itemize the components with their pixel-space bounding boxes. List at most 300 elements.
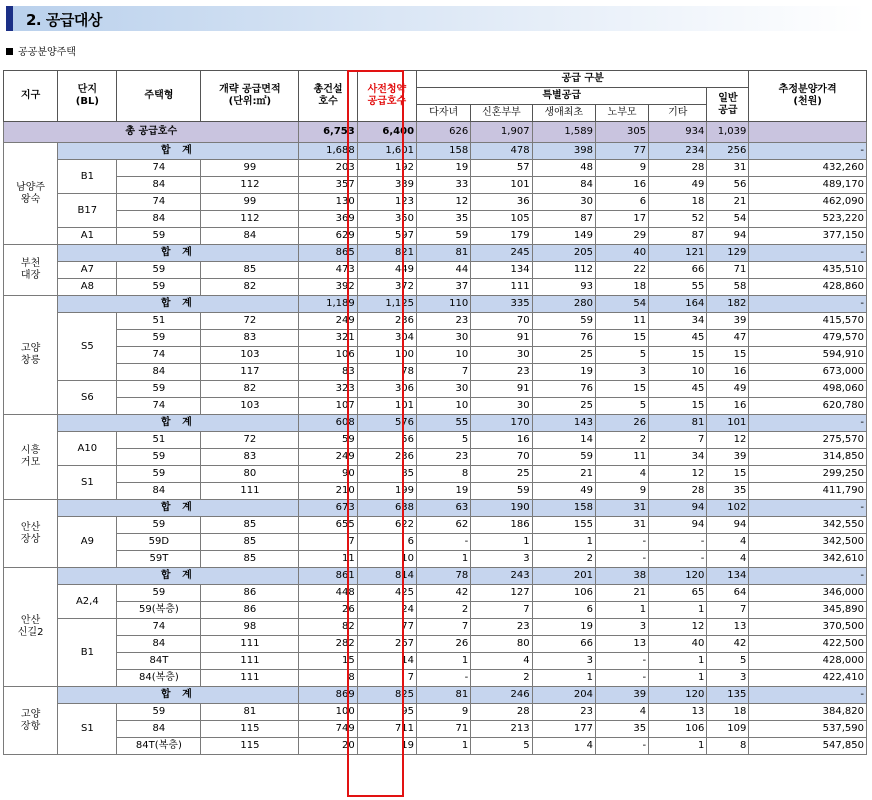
subtotal-value: 673: [299, 500, 357, 517]
header-area: 개략 공급면적 (단위:㎡): [201, 71, 299, 122]
subtotal-value: 102: [707, 500, 749, 517]
row-value: 58: [707, 279, 749, 296]
district-name: 안산 신길2: [4, 568, 58, 687]
row-value: 42: [707, 636, 749, 653]
table-row: [4, 194, 867, 211]
supply-area: 99: [201, 160, 299, 177]
housing-type: 59(복층): [117, 602, 201, 619]
row-value: 28: [471, 704, 532, 721]
row-value: 275,570: [749, 432, 867, 449]
row-value: 66: [532, 636, 595, 653]
row-value: 91: [471, 330, 532, 347]
table-row: [4, 449, 867, 466]
row-value: 31: [595, 517, 648, 534]
header-district: 지구: [4, 71, 58, 122]
row-value: 620,780: [749, 398, 867, 415]
row-value: 35: [595, 721, 648, 738]
row-value: 123: [357, 194, 416, 211]
district-name: 시흥 거모: [4, 415, 58, 500]
row-value: 1: [649, 738, 707, 755]
row-value: 4: [595, 704, 648, 721]
housing-type: 84T(복층): [117, 738, 201, 755]
subtotal-value: 110: [417, 296, 471, 313]
row-value: 107: [299, 398, 357, 415]
row-value: 5: [707, 653, 749, 670]
housing-type: 59: [117, 585, 201, 602]
header-general: 일반 공급: [707, 88, 749, 122]
row-value: 323: [299, 381, 357, 398]
total-value: 626: [417, 122, 471, 143]
row-value: 357: [299, 177, 357, 194]
row-value: 30: [417, 330, 471, 347]
housing-type: 59: [117, 517, 201, 534]
subtotal-value: 234: [649, 143, 707, 160]
row-value: 177: [532, 721, 595, 738]
subtitle-text: 공공분양주택: [18, 47, 76, 58]
subtotal-value: 135: [707, 687, 749, 704]
subtotal-value: -: [749, 245, 867, 262]
header-complex: 단지 (BL): [58, 71, 117, 122]
row-value: 339: [357, 177, 416, 194]
row-value: 35: [417, 211, 471, 228]
row-value: 66: [649, 262, 707, 279]
subtotal-value: 120: [649, 568, 707, 585]
row-value: 9: [595, 483, 648, 500]
row-value: 49: [707, 381, 749, 398]
housing-type: 84T: [117, 653, 201, 670]
subtotal-value: -: [749, 415, 867, 432]
row-value: 94: [649, 517, 707, 534]
supply-area: 103: [201, 347, 299, 364]
row-value: 249: [299, 449, 357, 466]
header-pre-subscription: 사전청약 공급호수: [357, 71, 416, 122]
row-value: 31: [707, 160, 749, 177]
row-value: 8: [299, 670, 357, 687]
subtotal-value: 1,125: [357, 296, 416, 313]
subtotal-value: 869: [299, 687, 357, 704]
complex-code: B1: [58, 619, 117, 687]
housing-type: 59: [117, 262, 201, 279]
table-row: [4, 347, 867, 364]
housing-type: 59: [117, 381, 201, 398]
row-value: 13: [707, 619, 749, 636]
row-value: 711: [357, 721, 416, 738]
row-value: 411,790: [749, 483, 867, 500]
district-name: 안산 장상: [4, 500, 58, 568]
row-value: 345,890: [749, 602, 867, 619]
table-row: [4, 738, 867, 755]
row-value: 422,410: [749, 670, 867, 687]
supply-area: 81: [201, 704, 299, 721]
row-value: 15: [595, 381, 648, 398]
subtotal-value: 608: [299, 415, 357, 432]
row-value: 94: [707, 228, 749, 245]
row-value: 199: [357, 483, 416, 500]
row-value: 134: [471, 262, 532, 279]
row-value: 321: [299, 330, 357, 347]
row-value: 489,170: [749, 177, 867, 194]
row-value: 25: [471, 466, 532, 483]
subtotal-value: 129: [707, 245, 749, 262]
complex-code: A10: [58, 432, 117, 466]
row-value: 186: [471, 517, 532, 534]
subtotal-value: 31: [595, 500, 648, 517]
table-row: [4, 313, 867, 330]
row-value: 13: [649, 704, 707, 721]
row-value: 48: [532, 160, 595, 177]
row-value: 56: [357, 432, 416, 449]
housing-type: 84: [117, 211, 201, 228]
row-value: 23: [532, 704, 595, 721]
subtotal-value: 245: [471, 245, 532, 262]
subtotal-label: 합 계: [58, 687, 299, 704]
row-value: 87: [649, 228, 707, 245]
total-value: [749, 122, 867, 143]
row-value: 19: [417, 160, 471, 177]
housing-type: 84: [117, 364, 201, 381]
row-value: 2: [471, 670, 532, 687]
row-value: 54: [707, 211, 749, 228]
row-value: 149: [532, 228, 595, 245]
row-value: 203: [299, 160, 357, 177]
complex-code: B1: [58, 160, 117, 194]
row-value: 71: [707, 262, 749, 279]
row-value: 304: [357, 330, 416, 347]
subtotal-value: 243: [471, 568, 532, 585]
row-value: 155: [532, 517, 595, 534]
table-row: [4, 483, 867, 500]
total-value: 1,039: [707, 122, 749, 143]
header-price: 추정분양가격 (천원): [749, 71, 867, 122]
subtotal-value: 121: [649, 245, 707, 262]
complex-code: A2,4: [58, 585, 117, 619]
row-value: 1: [417, 738, 471, 755]
row-value: 594,910: [749, 347, 867, 364]
subtotal-value: 1,601: [357, 143, 416, 160]
row-value: 425: [357, 585, 416, 602]
table-row: [4, 177, 867, 194]
row-value: 428,860: [749, 279, 867, 296]
row-value: 473: [299, 262, 357, 279]
table-row: [4, 211, 867, 228]
row-value: 673,000: [749, 364, 867, 381]
subtotal-value: -: [749, 296, 867, 313]
supply-area: 117: [201, 364, 299, 381]
table-row: [4, 432, 867, 449]
subtotal-value: -: [749, 143, 867, 160]
row-value: 21: [595, 585, 648, 602]
row-value: 78: [357, 364, 416, 381]
row-value: 314,850: [749, 449, 867, 466]
row-value: 1: [417, 653, 471, 670]
row-value: 12: [649, 619, 707, 636]
row-value: 5: [595, 398, 648, 415]
row-value: -: [417, 670, 471, 687]
subtotal-label: 합 계: [58, 143, 299, 160]
row-value: 59: [299, 432, 357, 449]
housing-type: 74: [117, 398, 201, 415]
row-value: 30: [471, 347, 532, 364]
row-value: 7: [417, 364, 471, 381]
row-value: 2: [532, 551, 595, 568]
row-value: 90: [299, 466, 357, 483]
row-value: 28: [649, 483, 707, 500]
total-value: 1,589: [532, 122, 595, 143]
table-row: [4, 279, 867, 296]
row-value: 749: [299, 721, 357, 738]
row-value: 56: [707, 177, 749, 194]
row-value: 7: [299, 534, 357, 551]
total-value: 6,400: [357, 122, 416, 143]
row-value: 15: [299, 653, 357, 670]
housing-type: 59: [117, 279, 201, 296]
table-row: [4, 381, 867, 398]
row-value: 3: [707, 670, 749, 687]
table-row: [4, 517, 867, 534]
complex-code: B17: [58, 194, 117, 228]
supply-area: 72: [201, 313, 299, 330]
row-value: 40: [649, 636, 707, 653]
header-special: 특별공급: [417, 88, 707, 105]
row-value: 109: [707, 721, 749, 738]
row-value: 83: [299, 364, 357, 381]
row-value: 346,000: [749, 585, 867, 602]
row-value: 26: [417, 636, 471, 653]
row-value: 1: [649, 602, 707, 619]
row-value: 597: [357, 228, 416, 245]
row-value: 342,610: [749, 551, 867, 568]
district-name: 부천 대장: [4, 245, 58, 296]
supply-area: 85: [201, 534, 299, 551]
section-header: [6, 6, 866, 31]
subtotal-row: [4, 143, 867, 160]
row-value: 432,260: [749, 160, 867, 177]
row-value: 7: [707, 602, 749, 619]
subtotal-value: 861: [299, 568, 357, 585]
row-value: 12: [649, 466, 707, 483]
complex-code: S5: [58, 313, 117, 381]
row-value: 19: [532, 619, 595, 636]
row-value: 111: [471, 279, 532, 296]
row-value: 30: [532, 194, 595, 211]
subtotal-value: 190: [471, 500, 532, 517]
subtotal-value: 256: [707, 143, 749, 160]
housing-type: 51: [117, 432, 201, 449]
row-value: 7: [417, 619, 471, 636]
row-value: 655: [299, 517, 357, 534]
header-first-home: 생애최초: [532, 105, 595, 122]
row-value: 85: [357, 466, 416, 483]
total-value: 934: [649, 122, 707, 143]
header-total-units: 총건설 호수: [299, 71, 357, 122]
row-value: 236: [357, 313, 416, 330]
header-elderly: 노부모: [595, 105, 648, 122]
row-value: 76: [532, 330, 595, 347]
supply-area: 103: [201, 398, 299, 415]
row-value: 19: [532, 364, 595, 381]
subtotal-value: 246: [471, 687, 532, 704]
row-value: 3: [471, 551, 532, 568]
subtotal-label: 합 계: [58, 500, 299, 517]
housing-type: 74: [117, 160, 201, 177]
supply-area: 85: [201, 517, 299, 534]
row-value: 428,000: [749, 653, 867, 670]
housing-type: 84: [117, 636, 201, 653]
table-row: [4, 466, 867, 483]
row-value: 6: [357, 534, 416, 551]
row-value: 93: [532, 279, 595, 296]
row-value: 282: [299, 636, 357, 653]
supply-area: 80: [201, 466, 299, 483]
row-value: 2: [417, 602, 471, 619]
row-value: 1: [417, 551, 471, 568]
row-value: 11: [595, 449, 648, 466]
subtotal-value: 81: [417, 687, 471, 704]
subtotal-value: 170: [471, 415, 532, 432]
subtotal-row: [4, 415, 867, 432]
subtotal-value: 63: [417, 500, 471, 517]
row-value: 84: [532, 177, 595, 194]
table-row: [4, 228, 867, 245]
row-value: 249: [299, 313, 357, 330]
housing-type: 74: [117, 194, 201, 211]
row-value: 179: [471, 228, 532, 245]
row-value: 384,820: [749, 704, 867, 721]
supply-area: 99: [201, 194, 299, 211]
row-value: 192: [357, 160, 416, 177]
table-row: [4, 721, 867, 738]
row-value: 1: [649, 670, 707, 687]
row-value: -: [649, 551, 707, 568]
row-value: 30: [417, 381, 471, 398]
row-value: 8: [417, 466, 471, 483]
complex-code: A9: [58, 517, 117, 568]
row-value: 462,090: [749, 194, 867, 211]
row-value: 12: [417, 194, 471, 211]
row-value: 37: [417, 279, 471, 296]
supply-area: 85: [201, 551, 299, 568]
complex-code: A1: [58, 228, 117, 245]
subtotal-value: 1,688: [299, 143, 357, 160]
row-value: -: [595, 653, 648, 670]
subtotal-row: [4, 500, 867, 517]
row-value: 25: [532, 347, 595, 364]
row-value: 3: [595, 619, 648, 636]
subtotal-value: 77: [595, 143, 648, 160]
subtotal-value: 38: [595, 568, 648, 585]
subtotal-value: 865: [299, 245, 357, 262]
row-value: 127: [471, 585, 532, 602]
row-value: 105: [471, 211, 532, 228]
header-multi-child: 다자녀: [417, 105, 471, 122]
row-value: 91: [471, 381, 532, 398]
subtotal-value: 478: [471, 143, 532, 160]
table-row: [4, 330, 867, 347]
row-value: 101: [471, 177, 532, 194]
supply-area: 115: [201, 738, 299, 755]
row-value: 106: [299, 347, 357, 364]
row-value: 1: [595, 602, 648, 619]
row-value: 15: [649, 398, 707, 415]
row-value: 17: [595, 211, 648, 228]
subtotal-label: 합 계: [58, 245, 299, 262]
row-value: 14: [532, 432, 595, 449]
subtotal-value: 164: [649, 296, 707, 313]
row-value: 372: [357, 279, 416, 296]
row-value: 18: [649, 194, 707, 211]
table-row: [4, 670, 867, 687]
row-value: 23: [471, 619, 532, 636]
row-value: 10: [649, 364, 707, 381]
header-newlywed: 신혼부부: [471, 105, 532, 122]
row-value: 1: [649, 653, 707, 670]
row-value: 20: [299, 738, 357, 755]
housing-type: 59T: [117, 551, 201, 568]
row-value: 62: [417, 517, 471, 534]
subtotal-value: 821: [357, 245, 416, 262]
row-value: 11: [299, 551, 357, 568]
housing-type: 59D: [117, 534, 201, 551]
row-value: 65: [649, 585, 707, 602]
row-value: -: [417, 534, 471, 551]
supply-area: 83: [201, 449, 299, 466]
supply-area: 86: [201, 602, 299, 619]
supply-area: 84: [201, 228, 299, 245]
table-body: [4, 122, 867, 755]
subtotal-value: -: [749, 687, 867, 704]
row-value: 377,150: [749, 228, 867, 245]
table-row: [4, 619, 867, 636]
row-value: 4: [532, 738, 595, 755]
row-value: 498,060: [749, 381, 867, 398]
row-value: 18: [707, 704, 749, 721]
row-value: 23: [417, 313, 471, 330]
row-value: 34: [649, 449, 707, 466]
header-type: 주택형: [117, 71, 201, 122]
row-value: 95: [357, 704, 416, 721]
subtotal-value: -: [749, 568, 867, 585]
row-value: 435,510: [749, 262, 867, 279]
row-value: 49: [649, 177, 707, 194]
housing-type: 59: [117, 704, 201, 721]
row-value: 24: [357, 602, 416, 619]
row-value: 76: [532, 381, 595, 398]
subtotal-value: 81: [417, 245, 471, 262]
row-value: 210: [299, 483, 357, 500]
housing-type: 59: [117, 466, 201, 483]
row-value: 7: [649, 432, 707, 449]
supply-area: 82: [201, 279, 299, 296]
row-value: 9: [595, 160, 648, 177]
supply-area: 111: [201, 483, 299, 500]
row-value: 82: [299, 619, 357, 636]
table-row: [4, 585, 867, 602]
subtotal-value: -: [749, 500, 867, 517]
row-value: 101: [357, 398, 416, 415]
subtotal-value: 1,189: [299, 296, 357, 313]
total-label: 총 공급호수: [4, 122, 299, 143]
subtotal-value: 120: [649, 687, 707, 704]
row-value: 213: [471, 721, 532, 738]
row-value: -: [595, 534, 648, 551]
row-value: 45: [649, 381, 707, 398]
total-value: 305: [595, 122, 648, 143]
row-value: 370,500: [749, 619, 867, 636]
subtotal-value: 101: [707, 415, 749, 432]
housing-type: 74: [117, 619, 201, 636]
row-value: 299,250: [749, 466, 867, 483]
square-bullet-icon: [6, 48, 13, 55]
